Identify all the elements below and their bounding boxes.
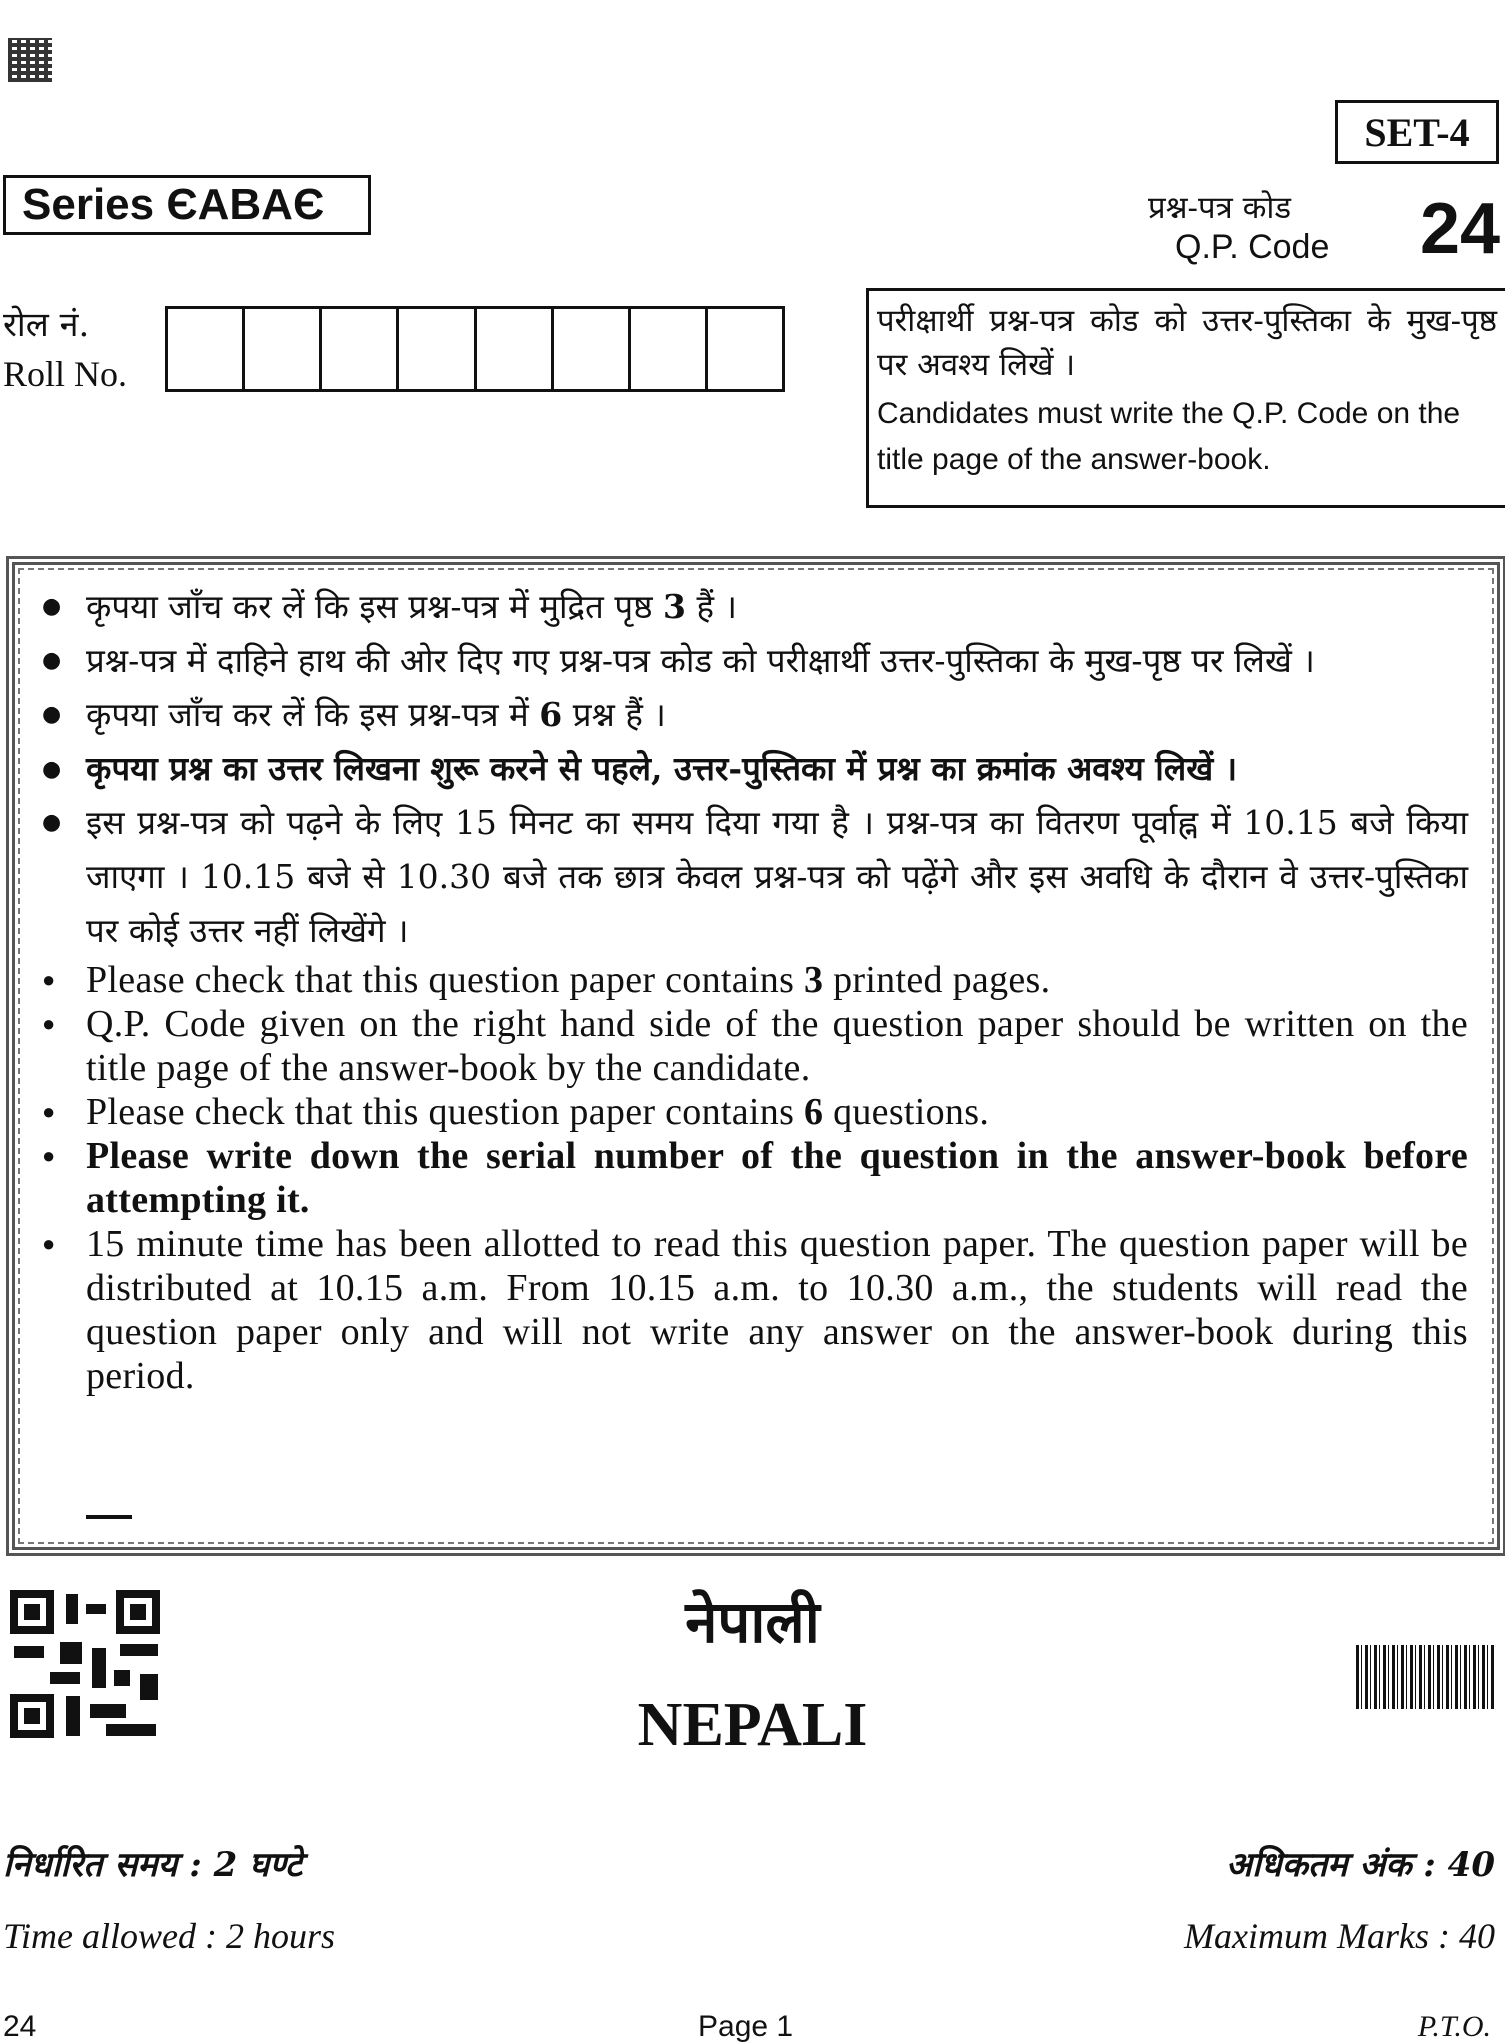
- roll-number-boxes: [165, 306, 785, 392]
- roll-digit-box[interactable]: [399, 309, 476, 389]
- subject-title-english: NEPALI: [637, 1691, 868, 1759]
- instruction-english-5: ● 15 minute time has been allotted to read this question paper. The question paper will be distributed at 10.15 a.m. From 10.15 a.m. to 10.30 a.m., the students will read the question paper only and will not write any answer on the answer-book during this period.: [38, 1222, 1468, 1398]
- set-label: SET-4: [1335, 100, 1499, 164]
- instruction-english-2: ● Q.P. Code given on the right hand side of the question paper should be written on the title page of the answer-book by the candidate.: [38, 1002, 1468, 1090]
- roll-digit-box[interactable]: [554, 309, 631, 389]
- qp-code-number: 24: [1420, 189, 1501, 269]
- maximum-marks-hindi: अधिकतम अंक : 40: [1226, 1845, 1495, 1885]
- instruction-english-4: ● Please write down the serial number of the question in the answer-book before attempting it.: [38, 1134, 1468, 1222]
- subject-title-hindi: नेपाली: [685, 1588, 820, 1656]
- time-allowed-hindi: निर्धारित समय : 2 घण्टे: [3, 1845, 303, 1885]
- barcode-icon: [1356, 1645, 1496, 1709]
- maximum-marks-english: Maximum Marks : 40: [1184, 1916, 1495, 1956]
- roll-digit-box[interactable]: [708, 309, 782, 389]
- series-label: Series ЄABAЄ: [3, 175, 371, 235]
- candidate-note-english: Candidates must write the Q.P. Code on the title page of the answer-book.: [877, 397, 1461, 476]
- roll-label-hindi: रोल नं.: [3, 305, 90, 345]
- roll-digit-box[interactable]: [245, 309, 322, 389]
- roll-digit-box[interactable]: [322, 309, 399, 389]
- instructions-list: [38, 580, 1468, 1398]
- footer-pto: P.T.O.: [1417, 2010, 1491, 2043]
- roll-digit-box[interactable]: [168, 309, 245, 389]
- instruction-hindi-5: ● इस प्रश्न-पत्र को पढ़ने के लिए 15 मिनट का समय दिया गया है । प्रश्न-पत्र का वितरण पूर्वाह्न में 10.15 बजे किया जाएगा । 10.15 बजे से 10.30 बजे तक छात्र केवल प्रश्न-पत्र को पढ़ेंगे और इस अवधि के दौरान वे उत्तर-पुस्तिका पर कोई उत्तर नहीं लिखेंगे ।: [38, 796, 1468, 958]
- instruction-hindi-4: ● कृपया प्रश्न का उत्तर लिखना शुरू करने से पहले, उत्तर-पुस्तिका में प्रश्न का क्रमांक अवश्य लिखें ।: [38, 742, 1468, 796]
- roll-label-english: Roll No.: [3, 354, 128, 394]
- instruction-english-3: ● Please check that this question paper contains 6 questions.: [38, 1090, 1468, 1134]
- candidate-note-hindi: परीक्षार्थी प्रश्न-पत्र कोड को उत्तर-पुस्तिका के मुख-पृष्ठ पर अवश्य लिखें ।: [877, 303, 1497, 383]
- qp-code-english: Q.P. Code: [1175, 228, 1330, 266]
- instruction-english-1: ● Please check that this question paper contains 3 printed pages.: [38, 958, 1468, 1002]
- footer-code: 24: [3, 2010, 37, 2043]
- qp-code-hindi: प्रश्न-पत्र कोड: [1148, 190, 1292, 226]
- instruction-hindi-3: ● कृपया जाँच कर लें कि इस प्रश्न-पत्र में 6 प्रश्न हैं ।: [38, 688, 1468, 742]
- candidate-note-box: [866, 288, 1505, 508]
- small-qr-code-icon: [8, 38, 52, 82]
- time-allowed-english: Time allowed : 2 hours: [3, 1916, 336, 1956]
- footer-page-number: Page 1: [698, 2010, 794, 2043]
- roll-digit-box[interactable]: [631, 309, 708, 389]
- instruction-hindi-2: ● प्रश्न-पत्र में दाहिने हाथ की ओर दिए गए प्रश्न-पत्र कोड को परीक्षार्थी उत्तर-पुस्तिका के मुख-पृष्ठ पर लिखें ।: [38, 634, 1468, 688]
- roll-digit-box[interactable]: [477, 309, 554, 389]
- separator-dash: [86, 1515, 132, 1519]
- instruction-hindi-1: ● कृपया जाँच कर लें कि इस प्रश्न-पत्र में मुद्रित पृष्ठ 3 हैं ।: [38, 580, 1468, 634]
